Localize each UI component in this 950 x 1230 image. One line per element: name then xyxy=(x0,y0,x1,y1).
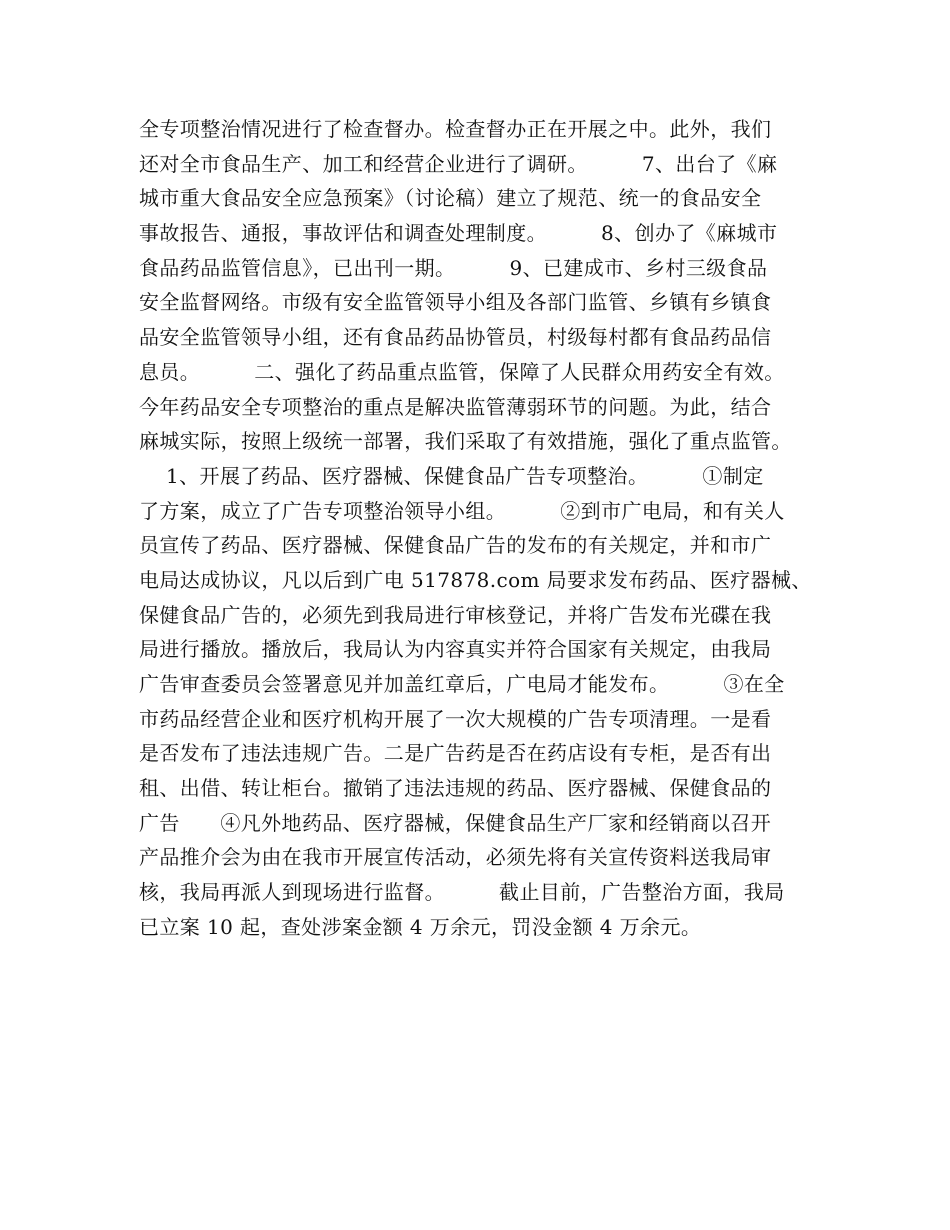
text-line: 城市重大食品安全应急预案》（讨论稿）建立了规范、统一的食品安全 xyxy=(139,186,762,211)
text-line: 麻城实际，按照上级统一部署，我们采取了有效措施，强化了重点监管。 xyxy=(139,429,792,454)
text-line: 广告审查委员会签署意见并加盖红章后，广电局才能发布。 ③在全 xyxy=(139,672,785,696)
text-line: 还对全市食品生产、加工和经营企业进行了调研。 7、出台了《麻 xyxy=(139,151,778,176)
document-body xyxy=(139,112,819,945)
text-line: 今年药品安全专项整治的重点是解决监管薄弱环节的问题。为此，结合 xyxy=(139,394,772,419)
text-line: 全专项整治情况进行了检查督办。检查督办正在开展之中。此外，我们 xyxy=(139,117,772,141)
text-line: 已立案 10 起，查处涉案金额 4 万余元，罚没金额 4 万余元。 xyxy=(139,914,702,939)
text-line: 安全监督网络。市级有安全监管领导小组及各部门监管、乡镇有乡镇食 xyxy=(139,290,772,315)
text-line: 食品药品监管信息》，已出刊一期。 9、已建成市、乡村三级食品 xyxy=(139,255,768,280)
text-line: 市药品经营企业和医疗机构开展了一次大规模的广告专项清理。一是看 xyxy=(139,706,772,731)
text-line: 息员。 二、强化了药品重点监管，保障了人民群众用药安全有效。 xyxy=(139,359,785,384)
text-line: 员宣传了药品、医疗器械、保健食品广告的发布的有关规定，并和市广 xyxy=(139,533,772,558)
text-line: 保健食品广告的，必须先到我局进行审核登记，并将广告发布光碟在我 xyxy=(139,602,772,627)
text-line: 了方案，成立了广告专项整治领导小组。 ②到市广电局，和有关人 xyxy=(139,498,785,523)
text-line: 1、开展了药品、医疗器械、保健食品广告专项整治。 ①制定 xyxy=(139,463,764,488)
text-line: 租、出借、转让柜台。撤销了违法违规的药品、医疗器械、保健食品的 xyxy=(139,776,772,801)
text-line: 核，我局再派人到现场进行监督。 截止目前，广告整治方面，我局 xyxy=(139,880,785,905)
text-line: 品安全监管领导小组，还有食品药品协管员，村级每村都有食品药品信 xyxy=(139,325,772,350)
text-line: 局进行播放。播放后，我局认为内容真实并符合国家有关规定，由我局 xyxy=(139,637,772,662)
text-line: 产品推介会为由在我市开展宣传活动，必须先将有关宣传资料送我局审 xyxy=(139,845,772,870)
text-line: 是否发布了违法违规广告。二是广告药是否在药店设有专柜，是否有出 xyxy=(139,741,772,766)
text-line: 事故报告、通报，事故评估和调查处理制度。 8、创办了《麻城市 xyxy=(139,221,778,246)
text-line: 电局达成协议，凡以后到广电 517878.com 局要求发布药品、医疗器械、 xyxy=(139,567,812,592)
text-line: 广告 ④凡外地药品、医疗器械，保健食品生产厂家和经销商以召开 xyxy=(139,810,772,835)
